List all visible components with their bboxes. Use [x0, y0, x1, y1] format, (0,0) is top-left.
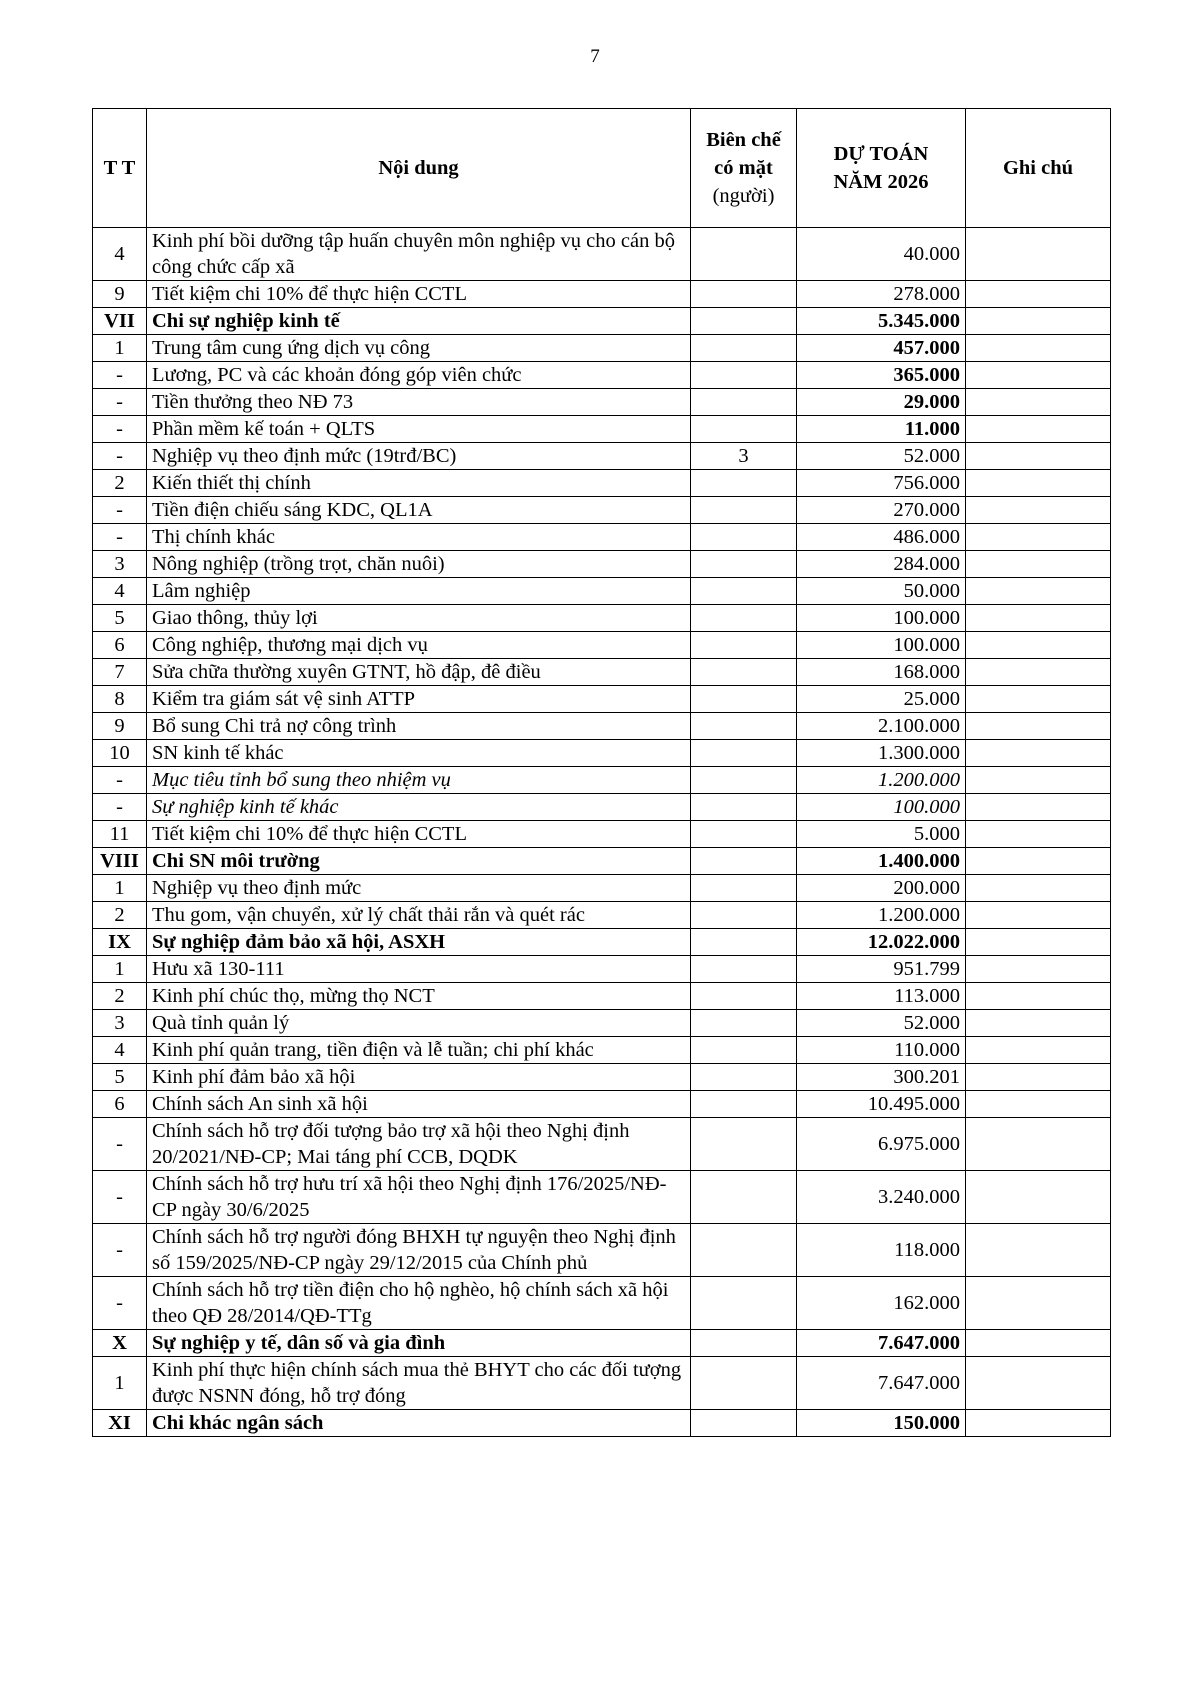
- row-note-cell: [966, 551, 1111, 578]
- header-ghi-chu: Ghi chú: [966, 109, 1111, 228]
- row-estimate-cell: 118.000: [797, 1224, 966, 1277]
- row-content-cell: Chính sách An sinh xã hội: [147, 1091, 691, 1118]
- row-note-cell: [966, 956, 1111, 983]
- row-staff-cell: [691, 956, 797, 983]
- row-estimate-cell: 100.000: [797, 794, 966, 821]
- table-body: [93, 228, 1111, 1437]
- row-tt-cell: VII: [93, 308, 147, 335]
- row-staff-cell: [691, 1118, 797, 1171]
- row-estimate-cell: 3.240.000: [797, 1171, 966, 1224]
- row-staff-cell: [691, 875, 797, 902]
- row-note-cell: [966, 659, 1111, 686]
- table-row: [93, 1224, 1111, 1277]
- row-tt-cell: 1: [93, 335, 147, 362]
- row-note-cell: [966, 1357, 1111, 1410]
- row-tt-cell: 8: [93, 686, 147, 713]
- row-tt-cell: 2: [93, 983, 147, 1010]
- row-estimate-cell: 284.000: [797, 551, 966, 578]
- row-estimate-cell: 1.400.000: [797, 848, 966, 875]
- row-estimate-cell: 113.000: [797, 983, 966, 1010]
- row-staff-cell: 3: [691, 443, 797, 470]
- header-noi-dung: Nội dung: [147, 109, 691, 228]
- row-tt-cell: XI: [93, 1410, 147, 1437]
- row-note-cell: [966, 1224, 1111, 1277]
- row-estimate-cell: 50.000: [797, 578, 966, 605]
- row-tt-cell: 10: [93, 740, 147, 767]
- row-note-cell: [966, 524, 1111, 551]
- row-note-cell: [966, 848, 1111, 875]
- row-note-cell: [966, 632, 1111, 659]
- row-content-cell: Lương, PC và các khoản đóng góp viên chức: [147, 362, 691, 389]
- row-note-cell: [966, 470, 1111, 497]
- row-tt-cell: 6: [93, 1091, 147, 1118]
- row-content-cell: Sự nghiệp y tế, dân số và gia đình: [147, 1330, 691, 1357]
- row-staff-cell: [691, 389, 797, 416]
- row-note-cell: [966, 821, 1111, 848]
- row-content-cell: Thị chính khác: [147, 524, 691, 551]
- row-note-cell: [966, 416, 1111, 443]
- row-note-cell: [966, 308, 1111, 335]
- row-tt-cell: 5: [93, 1064, 147, 1091]
- table-row: [93, 740, 1111, 767]
- row-staff-cell: [691, 497, 797, 524]
- row-note-cell: [966, 578, 1111, 605]
- row-estimate-cell: 11.000: [797, 416, 966, 443]
- row-content-cell: Chính sách hỗ trợ tiền điện cho hộ nghèo, hộ chính sách xã hội theo QĐ 28/2014/QĐ-TTg: [147, 1277, 691, 1330]
- row-content-cell: Kiểm tra giám sát vệ sinh ATTP: [147, 686, 691, 713]
- row-staff-cell: [691, 551, 797, 578]
- table-row: [93, 308, 1111, 335]
- row-content-cell: Lâm nghiệp: [147, 578, 691, 605]
- row-staff-cell: [691, 929, 797, 956]
- row-content-cell: Kiến thiết thị chính: [147, 470, 691, 497]
- row-content-cell: Kinh phí bồi dưỡng tập huấn chuyên môn nghiệp vụ cho cán bộ công chức cấp xã: [147, 228, 691, 281]
- row-staff-cell: [691, 1277, 797, 1330]
- table-row: [93, 686, 1111, 713]
- row-note-cell: [966, 1330, 1111, 1357]
- row-estimate-cell: 457.000: [797, 335, 966, 362]
- row-note-cell: [966, 443, 1111, 470]
- row-staff-cell: [691, 578, 797, 605]
- row-note-cell: [966, 605, 1111, 632]
- row-content-cell: Kinh phí chúc thọ, mừng thọ NCT: [147, 983, 691, 1010]
- row-tt-cell: 4: [93, 1037, 147, 1064]
- row-estimate-cell: 10.495.000: [797, 1091, 966, 1118]
- table-row: [93, 875, 1111, 902]
- table-row: [93, 794, 1111, 821]
- row-tt-cell: 2: [93, 902, 147, 929]
- row-content-cell: Chi SN môi trường: [147, 848, 691, 875]
- row-content-cell: Chi sự nghiệp kinh tế: [147, 308, 691, 335]
- row-estimate-cell: 200.000: [797, 875, 966, 902]
- table-row: [93, 497, 1111, 524]
- row-content-cell: Quà tỉnh quản lý: [147, 1010, 691, 1037]
- table-row: [93, 848, 1111, 875]
- row-estimate-cell: 52.000: [797, 443, 966, 470]
- table-row: [93, 443, 1111, 470]
- table-row: [93, 713, 1111, 740]
- row-note-cell: [966, 1037, 1111, 1064]
- row-tt-cell: 4: [93, 578, 147, 605]
- row-tt-cell: -: [93, 1118, 147, 1171]
- row-estimate-cell: 951.799: [797, 956, 966, 983]
- row-content-cell: Kinh phí đảm bảo xã hội: [147, 1064, 691, 1091]
- row-content-cell: Phần mềm kế toán + QLTS: [147, 416, 691, 443]
- table-row: [93, 578, 1111, 605]
- row-content-cell: Trung tâm cung ứng dịch vụ công: [147, 335, 691, 362]
- row-estimate-cell: 270.000: [797, 497, 966, 524]
- row-tt-cell: -: [93, 794, 147, 821]
- header-bien-che: [691, 109, 797, 228]
- row-note-cell: [966, 902, 1111, 929]
- row-note-cell: [966, 1091, 1111, 1118]
- table-row: [93, 956, 1111, 983]
- row-tt-cell: -: [93, 497, 147, 524]
- row-note-cell: [966, 929, 1111, 956]
- row-note-cell: [966, 1010, 1111, 1037]
- table-row: [93, 929, 1111, 956]
- row-note-cell: [966, 389, 1111, 416]
- table-row: [93, 1064, 1111, 1091]
- row-staff-cell: [691, 1330, 797, 1357]
- row-content-cell: Thu gom, vận chuyển, xử lý chất thải rắn và quét rác: [147, 902, 691, 929]
- table-row: [93, 416, 1111, 443]
- row-note-cell: [966, 281, 1111, 308]
- row-staff-cell: [691, 794, 797, 821]
- row-staff-cell: [691, 524, 797, 551]
- row-content-cell: Mục tiêu tỉnh bổ sung theo nhiệm vụ: [147, 767, 691, 794]
- row-staff-cell: [691, 281, 797, 308]
- row-staff-cell: [691, 821, 797, 848]
- row-estimate-cell: 365.000: [797, 362, 966, 389]
- row-estimate-cell: 12.022.000: [797, 929, 966, 956]
- row-staff-cell: [691, 713, 797, 740]
- table-row: [93, 524, 1111, 551]
- row-tt-cell: -: [93, 416, 147, 443]
- row-note-cell: [966, 875, 1111, 902]
- row-content-cell: Sự nghiệp đảm bảo xã hội, ASXH: [147, 929, 691, 956]
- row-content-cell: Chi khác ngân sách: [147, 1410, 691, 1437]
- row-staff-cell: [691, 1064, 797, 1091]
- row-note-cell: [966, 1277, 1111, 1330]
- row-content-cell: Chính sách hỗ trợ hưu trí xã hội theo Nghị định 176/2025/NĐ-CP ngày 30/6/2025: [147, 1171, 691, 1224]
- row-tt-cell: 6: [93, 632, 147, 659]
- row-tt-cell: -: [93, 362, 147, 389]
- row-content-cell: Sửa chữa thường xuyên GTNT, hồ đập, đê điều: [147, 659, 691, 686]
- row-content-cell: Hưu xã 130-111: [147, 956, 691, 983]
- table-row: [93, 1277, 1111, 1330]
- table-row: [93, 1118, 1111, 1171]
- table-row: [93, 1091, 1111, 1118]
- row-tt-cell: 3: [93, 551, 147, 578]
- row-content-cell: Tiền thưởng theo NĐ 73: [147, 389, 691, 416]
- table-row: [93, 1010, 1111, 1037]
- row-tt-cell: -: [93, 1171, 147, 1224]
- table-row: [93, 470, 1111, 497]
- row-staff-cell: [691, 632, 797, 659]
- row-note-cell: [966, 713, 1111, 740]
- row-estimate-cell: 25.000: [797, 686, 966, 713]
- row-estimate-cell: 7.647.000: [797, 1330, 966, 1357]
- row-tt-cell: -: [93, 443, 147, 470]
- row-staff-cell: [691, 605, 797, 632]
- row-staff-cell: [691, 416, 797, 443]
- row-staff-cell: [691, 848, 797, 875]
- table-row: [93, 1037, 1111, 1064]
- row-note-cell: [966, 228, 1111, 281]
- row-estimate-cell: 2.100.000: [797, 713, 966, 740]
- table-row: [93, 632, 1111, 659]
- row-content-cell: Nghiệp vụ theo định mức (19trđ/BC): [147, 443, 691, 470]
- table-row: [93, 902, 1111, 929]
- table-row: [93, 228, 1111, 281]
- row-tt-cell: 7: [93, 659, 147, 686]
- row-estimate-cell: 1.300.000: [797, 740, 966, 767]
- row-estimate-cell: 100.000: [797, 605, 966, 632]
- row-estimate-cell: 168.000: [797, 659, 966, 686]
- row-tt-cell: IX: [93, 929, 147, 956]
- row-tt-cell: -: [93, 767, 147, 794]
- header-bien-che-line1: Biên chế: [706, 129, 781, 151]
- row-staff-cell: [691, 1224, 797, 1277]
- row-staff-cell: [691, 362, 797, 389]
- row-tt-cell: 3: [93, 1010, 147, 1037]
- row-content-cell: Chính sách hỗ trợ người đóng BHXH tự nguyện theo Nghị định số 159/2025/NĐ-CP ngày 29/12/2015 của Chính phủ: [147, 1224, 691, 1277]
- row-tt-cell: 1: [93, 956, 147, 983]
- row-staff-cell: [691, 740, 797, 767]
- row-estimate-cell: 150.000: [797, 1410, 966, 1437]
- row-staff-cell: [691, 659, 797, 686]
- row-tt-cell: -: [93, 1224, 147, 1277]
- row-estimate-cell: 6.975.000: [797, 1118, 966, 1171]
- row-staff-cell: [691, 335, 797, 362]
- row-estimate-cell: 5.000: [797, 821, 966, 848]
- row-content-cell: Sự nghiệp kinh tế khác: [147, 794, 691, 821]
- row-content-cell: Tiết kiệm chi 10% để thực hiện CCTL: [147, 821, 691, 848]
- row-content-cell: Kinh phí thực hiện chính sách mua thẻ BHYT cho các đối tượng được NSNN đóng, hỗ trợ đóng: [147, 1357, 691, 1410]
- budget-table: [92, 108, 1111, 1437]
- row-tt-cell: X: [93, 1330, 147, 1357]
- row-note-cell: [966, 740, 1111, 767]
- row-content-cell: Chính sách hỗ trợ đối tượng bảo trợ xã hội theo Nghị định 20/2021/NĐ-CP; Mai táng phí CCB, DQDK: [147, 1118, 691, 1171]
- row-note-cell: [966, 335, 1111, 362]
- page-number: 7: [590, 46, 600, 67]
- row-tt-cell: 9: [93, 713, 147, 740]
- header-du-toan-line1: DỰ TOÁN: [833, 143, 929, 165]
- row-estimate-cell: 1.200.000: [797, 767, 966, 794]
- row-tt-cell: 1: [93, 875, 147, 902]
- row-estimate-cell: 40.000: [797, 228, 966, 281]
- row-estimate-cell: 110.000: [797, 1037, 966, 1064]
- row-tt-cell: VIII: [93, 848, 147, 875]
- row-tt-cell: -: [93, 524, 147, 551]
- row-staff-cell: [691, 686, 797, 713]
- table-row: [93, 551, 1111, 578]
- row-note-cell: [966, 362, 1111, 389]
- row-note-cell: [966, 983, 1111, 1010]
- row-staff-cell: [691, 470, 797, 497]
- row-tt-cell: -: [93, 1277, 147, 1330]
- row-content-cell: Bổ sung Chi trả nợ công trình: [147, 713, 691, 740]
- row-content-cell: Nghiệp vụ theo định mức: [147, 875, 691, 902]
- row-tt-cell: 11: [93, 821, 147, 848]
- table-row: [93, 1357, 1111, 1410]
- row-content-cell: SN kinh tế khác: [147, 740, 691, 767]
- row-estimate-cell: 278.000: [797, 281, 966, 308]
- table-row: [93, 1171, 1111, 1224]
- row-staff-cell: [691, 767, 797, 794]
- header-tt: T T: [93, 109, 147, 228]
- table-row: [93, 362, 1111, 389]
- row-note-cell: [966, 1410, 1111, 1437]
- row-estimate-cell: 7.647.000: [797, 1357, 966, 1410]
- row-note-cell: [966, 1171, 1111, 1224]
- table-row: [93, 1410, 1111, 1437]
- row-estimate-cell: 5.345.000: [797, 308, 966, 335]
- table-row: [93, 767, 1111, 794]
- row-note-cell: [966, 497, 1111, 524]
- row-note-cell: [966, 767, 1111, 794]
- row-note-cell: [966, 1118, 1111, 1171]
- row-estimate-cell: 486.000: [797, 524, 966, 551]
- row-tt-cell: 5: [93, 605, 147, 632]
- table-row: [93, 659, 1111, 686]
- row-content-cell: Công nghiệp, thương mại dịch vụ: [147, 632, 691, 659]
- row-estimate-cell: 162.000: [797, 1277, 966, 1330]
- row-staff-cell: [691, 1010, 797, 1037]
- row-tt-cell: 1: [93, 1357, 147, 1410]
- row-note-cell: [966, 794, 1111, 821]
- row-estimate-cell: 756.000: [797, 470, 966, 497]
- row-staff-cell: [691, 308, 797, 335]
- row-staff-cell: [691, 902, 797, 929]
- row-estimate-cell: 52.000: [797, 1010, 966, 1037]
- row-note-cell: [966, 686, 1111, 713]
- row-staff-cell: [691, 983, 797, 1010]
- row-tt-cell: 4: [93, 228, 147, 281]
- row-note-cell: [966, 1064, 1111, 1091]
- row-tt-cell: -: [93, 389, 147, 416]
- row-estimate-cell: 29.000: [797, 389, 966, 416]
- header-bien-che-line3: (người): [712, 185, 775, 207]
- table-row: [93, 389, 1111, 416]
- row-staff-cell: [691, 1091, 797, 1118]
- row-estimate-cell: 100.000: [797, 632, 966, 659]
- row-estimate-cell: 300.201: [797, 1064, 966, 1091]
- table-row: [93, 335, 1111, 362]
- row-staff-cell: [691, 1171, 797, 1224]
- row-content-cell: Tiền điện chiếu sáng KDC, QL1A: [147, 497, 691, 524]
- table-row: [93, 281, 1111, 308]
- row-tt-cell: 9: [93, 281, 147, 308]
- row-tt-cell: 2: [93, 470, 147, 497]
- row-content-cell: Nông nghiệp (trồng trọt, chăn nuôi): [147, 551, 691, 578]
- row-content-cell: Tiết kiệm chi 10% để thực hiện CCTL: [147, 281, 691, 308]
- row-staff-cell: [691, 1037, 797, 1064]
- row-staff-cell: [691, 1410, 797, 1437]
- table-row: [93, 605, 1111, 632]
- header-du-toan: [797, 109, 966, 228]
- header-row: [93, 109, 1111, 228]
- row-estimate-cell: 1.200.000: [797, 902, 966, 929]
- header-bien-che-line2: có mặt: [714, 157, 773, 179]
- table-row: [93, 821, 1111, 848]
- row-staff-cell: [691, 228, 797, 281]
- table-row: [93, 983, 1111, 1010]
- table-row: [93, 1330, 1111, 1357]
- row-staff-cell: [691, 1357, 797, 1410]
- row-content-cell: Kinh phí quản trang, tiền điện và lễ tuần; chi phí khác: [147, 1037, 691, 1064]
- header-du-toan-line2: NĂM 2026: [833, 171, 929, 193]
- row-content-cell: Giao thông, thủy lợi: [147, 605, 691, 632]
